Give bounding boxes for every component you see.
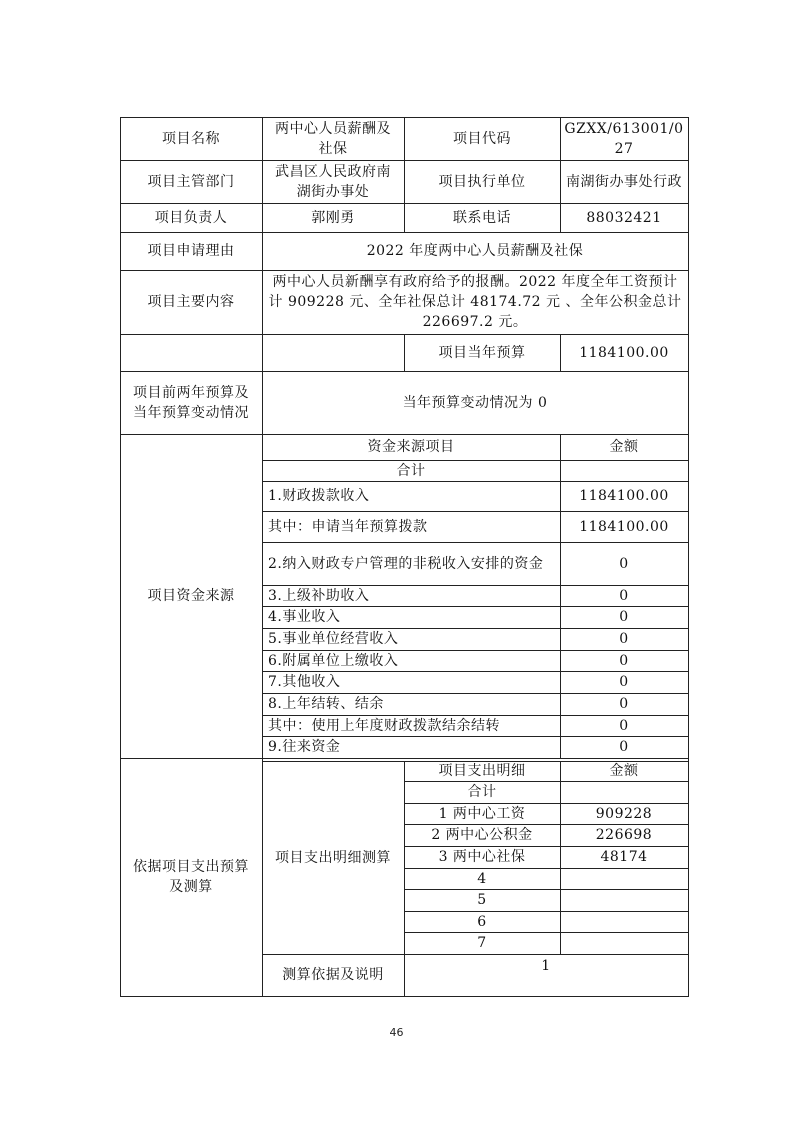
funding-row-amount: 0 <box>619 587 629 604</box>
project-code-value: GZXX/613001/027 <box>564 120 684 157</box>
budget-label: 项目当年预算 <box>438 344 526 361</box>
reason-label: 项目申请理由 <box>147 243 235 259</box>
funding-row-label: 3.上级补助收入 <box>268 587 370 604</box>
basis-value: 1 <box>541 958 551 974</box>
expense-row-amount: 48174 <box>600 849 648 865</box>
basis-label: 测算依据及说明 <box>282 967 384 983</box>
line <box>688 117 689 997</box>
funding-row-amount: 0 <box>619 696 629 712</box>
funding-row-label: 其中：申请当年预算拨款 <box>268 518 428 535</box>
funding-row-amount: 0 <box>619 717 629 734</box>
phone-label: 联系电话 <box>453 209 511 226</box>
funding-row-amount: 1184100.00 <box>579 518 669 535</box>
content-value: 两中心人员新酬享有政府给予的报酬。2022 年度全年工资预计计 909228 元、全年社保总计 48174.72 元 、全年公积金总计 226697.2 元。 <box>268 274 682 330</box>
funding-row-label: 7.其他收入 <box>268 674 341 690</box>
funding-row-amount: 0 <box>619 609 629 625</box>
expense-row-amount <box>560 932 688 954</box>
budget-value: 1184100.00 <box>579 344 669 361</box>
funding-row-label: 6.附属单位上缴收入 <box>268 652 399 669</box>
expense-header-item: 项目支出明细 <box>438 763 526 779</box>
line <box>120 996 262 997</box>
funding-row-label: 其中：使用上年度财政拨款结余结转 <box>268 717 500 734</box>
content-label: 项目主要内容 <box>147 294 235 310</box>
expense-header-amount: 金额 <box>609 763 639 779</box>
exec-unit-label: 项目执行单位 <box>438 173 526 190</box>
reason-value: 2022 年度两中心人员薪酬及社保 <box>366 243 584 259</box>
funding-header-amount: 金额 <box>609 439 639 455</box>
dept-label: 项目主管部门 <box>147 173 235 190</box>
expense-row-amount <box>560 868 688 889</box>
expense-row-label: 7 <box>477 935 487 951</box>
expense-row-amount <box>560 911 688 932</box>
expense-total-label: 合计 <box>467 784 497 800</box>
expense-row-label: 4 <box>477 870 487 887</box>
project-code-label: 项目代码 <box>453 130 511 147</box>
funding-row-label: 5.事业单位经营收入 <box>268 631 399 647</box>
page-number: 46 <box>389 1026 404 1039</box>
funding-row-label: 8.上年结转、结余 <box>268 696 384 712</box>
funding-section-label: 项目资金来源 <box>147 588 235 604</box>
expense-row-label: 6 <box>477 913 487 930</box>
owner-value: 郭刚勇 <box>311 209 355 226</box>
exec-unit-value: 南湖街办事处行政 <box>566 173 682 190</box>
expense-row-label: 2 两中心公积金 <box>431 827 533 843</box>
owner-label: 项目负责人 <box>154 209 228 226</box>
expense-row-amount <box>560 889 688 911</box>
funding-row-label: 2.纳入财政专户管理的非税收入安排的资金 <box>268 555 544 572</box>
funding-row-amount: 0 <box>619 652 629 669</box>
funding-row-amount: 0 <box>619 674 629 690</box>
expense-detail-label: 项目支出明细测算 <box>275 849 391 866</box>
funding-row-label: 9.往来资金 <box>268 739 341 755</box>
funding-row-label: 1.财政拨款收入 <box>268 488 370 504</box>
expense-total-value <box>560 781 688 803</box>
budget-change-label: 项目前两年预算及当年预算变动情况 <box>133 384 249 421</box>
expense-row-label: 1 两中心工资 <box>438 805 526 822</box>
dept-value: 武昌区人民政府南湖街办事处 <box>275 163 391 200</box>
project-name-label: 项目名称 <box>162 130 220 147</box>
expense-row-amount: 909228 <box>595 805 653 822</box>
phone-value: 88032421 <box>586 209 662 226</box>
funding-row-amount: 0 <box>619 739 629 755</box>
funding-header-item: 资金来源项目 <box>367 439 455 455</box>
funding-total-label: 合计 <box>396 462 426 479</box>
funding-row-amount: 1184100.00 <box>579 488 669 504</box>
expense-row-amount: 226698 <box>595 827 653 843</box>
funding-row-label: 4.事业收入 <box>268 609 341 625</box>
expense-section-label: 依据项目支出预算及测算 <box>133 859 249 895</box>
expense-row-label: 5 <box>477 892 487 908</box>
budget-change-value: 当年预算变动情况为 0 <box>402 394 548 411</box>
funding-total-value <box>560 460 688 481</box>
project-name-value: 两中心人员薪酬及社保 <box>275 120 391 157</box>
funding-row-amount: 0 <box>619 555 629 572</box>
funding-row-amount: 0 <box>619 631 629 647</box>
expense-row-label: 3 两中心社保 <box>438 849 526 865</box>
line <box>262 996 689 997</box>
